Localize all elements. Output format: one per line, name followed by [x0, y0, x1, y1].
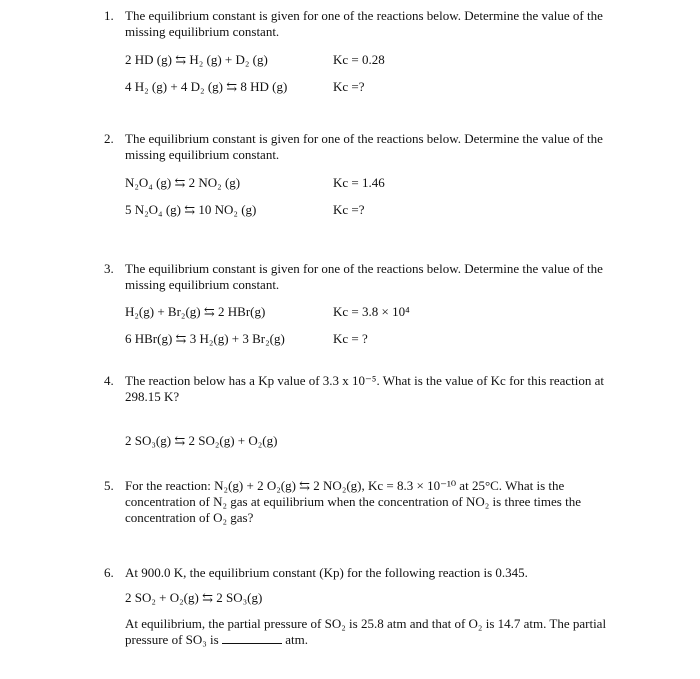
question-stem: At 900.0 K, the equilibrium constant (Kp) for the following reaction is 0.345. — [125, 565, 528, 580]
equilibrium-constant: Kc =? — [333, 79, 365, 94]
reactants: 2 SO₃(g) — [125, 433, 172, 448]
equilibrium-arrow-icon: ⇆ — [174, 433, 186, 448]
question-number: 5. — [104, 478, 114, 493]
reaction-equation — [125, 202, 256, 218]
equilibrium-arrow-icon: ⇆ — [175, 331, 187, 346]
equilibrium-arrow-icon: ⇆ — [203, 304, 215, 319]
question-stem: The equilibrium constant is given for one of the reactions below. Determine the value of the missing equilibrium constant. — [125, 131, 603, 162]
question-stem: The equilibrium constant is given for one of the reactions below. Determine the value of the missing equilibrium constant. — [125, 8, 603, 39]
equilibrium-constant: Kc = 3.8 × 10⁴ — [333, 304, 410, 319]
reaction-equation — [125, 175, 240, 191]
question-number: 1. — [104, 8, 114, 23]
question-stem: The reaction below has a Kp value of 3.3 x 10⁻⁵. What is the value of Kc for this reaction at 298.15 K? — [125, 373, 605, 404]
question-number: 4. — [104, 373, 114, 388]
products: 8 HD (g) — [240, 79, 288, 94]
equilibrium-constant: Kc = 0.28 — [333, 52, 385, 67]
reaction-equation — [125, 52, 268, 68]
question-stem: The equilibrium constant is given for one of the reactions below. Determine the value of the missing equilibrium constant. — [125, 261, 603, 292]
answer-blank[interactable] — [222, 632, 282, 644]
equilibrium-arrow-icon: ⇆ — [202, 590, 213, 605]
reaction-given — [125, 52, 605, 68]
question-number: 3. — [104, 261, 114, 276]
reaction-equation — [125, 79, 287, 95]
products: 2 HBr(g) — [218, 304, 266, 319]
reaction — [125, 590, 605, 606]
question-tail — [125, 616, 625, 648]
reaction — [125, 433, 605, 449]
reactants: 5 N₂O₄ (g) — [125, 202, 181, 217]
products: H₂ (g) + D₂ (g) — [189, 52, 268, 67]
products: 10 NO₂ (g) — [198, 202, 257, 217]
products: 2 SO₂(g) + O₂(g) — [188, 433, 278, 448]
equilibrium-constant: Kc =? — [333, 202, 365, 217]
reaction-unknown — [125, 331, 605, 347]
unit-text: atm. — [285, 632, 308, 647]
reaction-equation — [125, 331, 285, 347]
reactants: H₂(g) + Br₂(g) — [125, 304, 201, 319]
reaction-given — [125, 175, 605, 191]
reactants: 6 HBr(g) — [125, 331, 173, 346]
question-number: 2. — [104, 131, 114, 146]
equilibrium-constant: Kc = 1.46 — [333, 175, 385, 190]
equilibrium-arrow-icon: ⇆ — [226, 79, 238, 94]
question-number: 6. — [104, 565, 114, 580]
reaction-equation — [125, 304, 265, 320]
reaction-equation — [125, 433, 277, 449]
reactants: N₂O₄ (g) — [125, 175, 172, 190]
equilibrium-arrow-icon: ⇆ — [184, 202, 196, 217]
reactants: 2 HD (g) — [125, 52, 172, 67]
reaction-unknown — [125, 202, 605, 218]
reaction-equation — [125, 590, 262, 606]
products: 2 NO₂ (g) — [188, 175, 241, 190]
reaction-unknown — [125, 79, 605, 95]
reaction-given — [125, 304, 605, 320]
products: 3 H₂(g) + 3 Br₂(g) — [189, 331, 285, 346]
tail-text: At equilibrium, the partial pressure of SO₂ is 25.8 atm and that of O₂ is 14.7 atm. The partial pressure of SO₃ is — [125, 616, 607, 647]
equilibrium-arrow-icon: ⇆ — [175, 52, 187, 67]
products: 2 SO₃(g) — [216, 590, 263, 605]
equilibrium-arrow-icon: ⇆ — [174, 175, 186, 190]
reactants: 2 SO₂ + O₂(g) — [125, 590, 199, 605]
equilibrium-constant: Kc = ? — [333, 331, 368, 346]
reactants: 4 H₂ (g) + 4 D₂ (g) — [125, 79, 223, 94]
question-stem: For the reaction: N₂(g) + 2 O₂(g) ⇆ 2 NO₂(g), Kc = 8.3 × 10⁻¹⁰ at 25°C. What is the concentration of N₂ gas at equilibrium when the concentration of NO₂ is three times the concentration of O₂ gas? — [125, 478, 581, 525]
